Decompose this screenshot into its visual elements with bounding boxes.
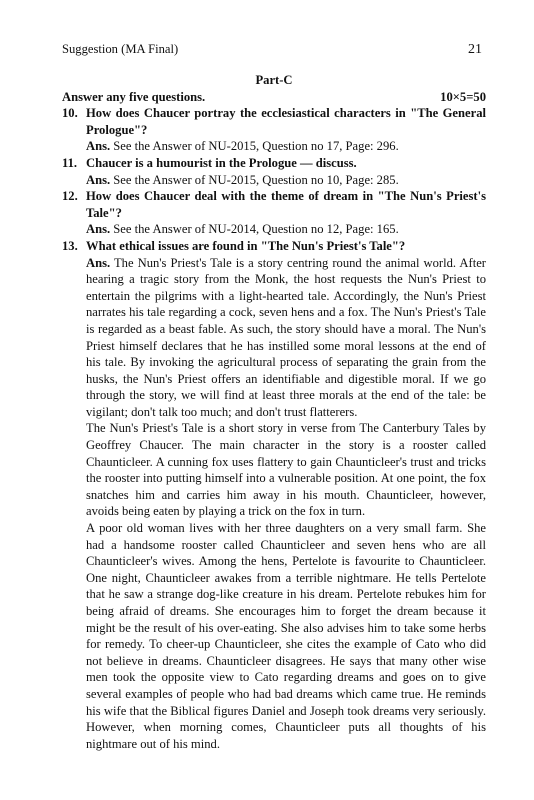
answer-label: Ans. (86, 172, 111, 187)
question-number: 13. (62, 238, 78, 253)
answer-text: See the Answer of NU-2014, Question no 12, Page: 165. (110, 222, 399, 237)
answer (86, 172, 486, 189)
question-text: What ethical issues are found in "The Nun's Priest's Tale"? (86, 238, 406, 253)
page-number: 21 (468, 42, 482, 57)
section-title: Part-C (255, 73, 293, 87)
answer-label: Ans. (86, 255, 111, 270)
instruction-text: Answer any five questions. (62, 89, 206, 104)
question-number: 10. (62, 106, 78, 121)
section-marks: 10×5=50 (440, 89, 486, 104)
question-text: How does Chaucer deal with the theme of dream in "The Nun's Priest's Tale"? (86, 189, 486, 220)
answer (86, 138, 486, 155)
answer (86, 221, 486, 238)
answer-text: See the Answer of NU-2015, Question no 17, Page: 296. (110, 139, 399, 154)
answer (86, 255, 486, 421)
section-instruction (62, 89, 486, 106)
question-text: Chaucer is a humourist in the Prologue — discuss. (86, 155, 357, 170)
page-header (62, 42, 482, 60)
answer-text: The Nun's Priest's Tale is a story centring round the animal world. After hearing a tragic story from the Monk, the host requests the Nun's Priest to entertain the pilgrims with a light-hearted tale. Accordingly, the Nun's Priest narrates his tale regarding a cock, seven hens and a fox. The Nun's Priest's Tale is regarded as a beast fable. As such, the story should have a moral. The Nun's Priest himself declares that he has instilled some moral lessons at the end of his tale. By invoking the agricultural process of separating the grain from the husks, the Nun's Priest offers an identifiable and digestible moral. If we go through the story, we will find at least three morals at the end of the tale: be vigilant; don't talk too much; and don't trust flatterers. (86, 255, 486, 419)
answer-paragraph: The Nun's Priest's Tale is a short story in verse from The Canterbury Tales by Geoffrey Chaucer. The main character in the story is a rooster called Chaunticleer. A cunning fox uses flattery to gain Chaunticleer's trust and tricks the rooster into putting himself into a vulnerable position. At one point, the fox snatches him and carries him away in his mouth. Chaunticleer, however, avoids being eaten by playing a trick on the fox in turn. (86, 421, 486, 519)
question-11 (62, 155, 486, 188)
question-10 (62, 105, 486, 155)
answer-text: See the Answer of NU-2015, Question no 10, Page: 285. (110, 172, 399, 187)
page-content (62, 72, 486, 752)
question-number: 12. (62, 189, 78, 204)
question-13 (62, 238, 486, 752)
answer-paragraph: A poor old woman lives with her three daughters on a very small farm. She had a handsome rooster called Chaunticleer and seven hens who are all Chaunticleer's wives. Among the hens, Pertelote is favourite to Chaunticleer. One night, Chaunticleer awakes from a terrible nightmare. He tells Pertelote that he saw a strange dog-like creature in his dream. Pertelote rebukes him for being afraid of dreams. She encourages him to forget the dream because it might be the result of his over-eating. She also advises him to take some herbs for remedy. To cheer-up Chaunticleer, she cites the example of Cato who did not believe in dreams. Chaunticleer disagrees. He says that many other wise men took the opposite view to Cato regarding dreams and goes on to give several examples of people who had bad dreams which came true. He reminds his wife that the Biblical figures Daniel and Joseph took dreams very seriously. However, when morning comes, Chaunticleer puts all thoughts of his nightmare out of his mind. (86, 521, 486, 751)
question-number: 11. (62, 155, 78, 170)
question-12 (62, 188, 486, 238)
running-title: Suggestion (MA Final) (62, 42, 179, 56)
answer-label: Ans. (86, 222, 111, 237)
question-text: How does Chaucer portray the ecclesiastical characters in "The General Prologue"? (86, 106, 486, 137)
answer-label: Ans. (86, 139, 111, 154)
